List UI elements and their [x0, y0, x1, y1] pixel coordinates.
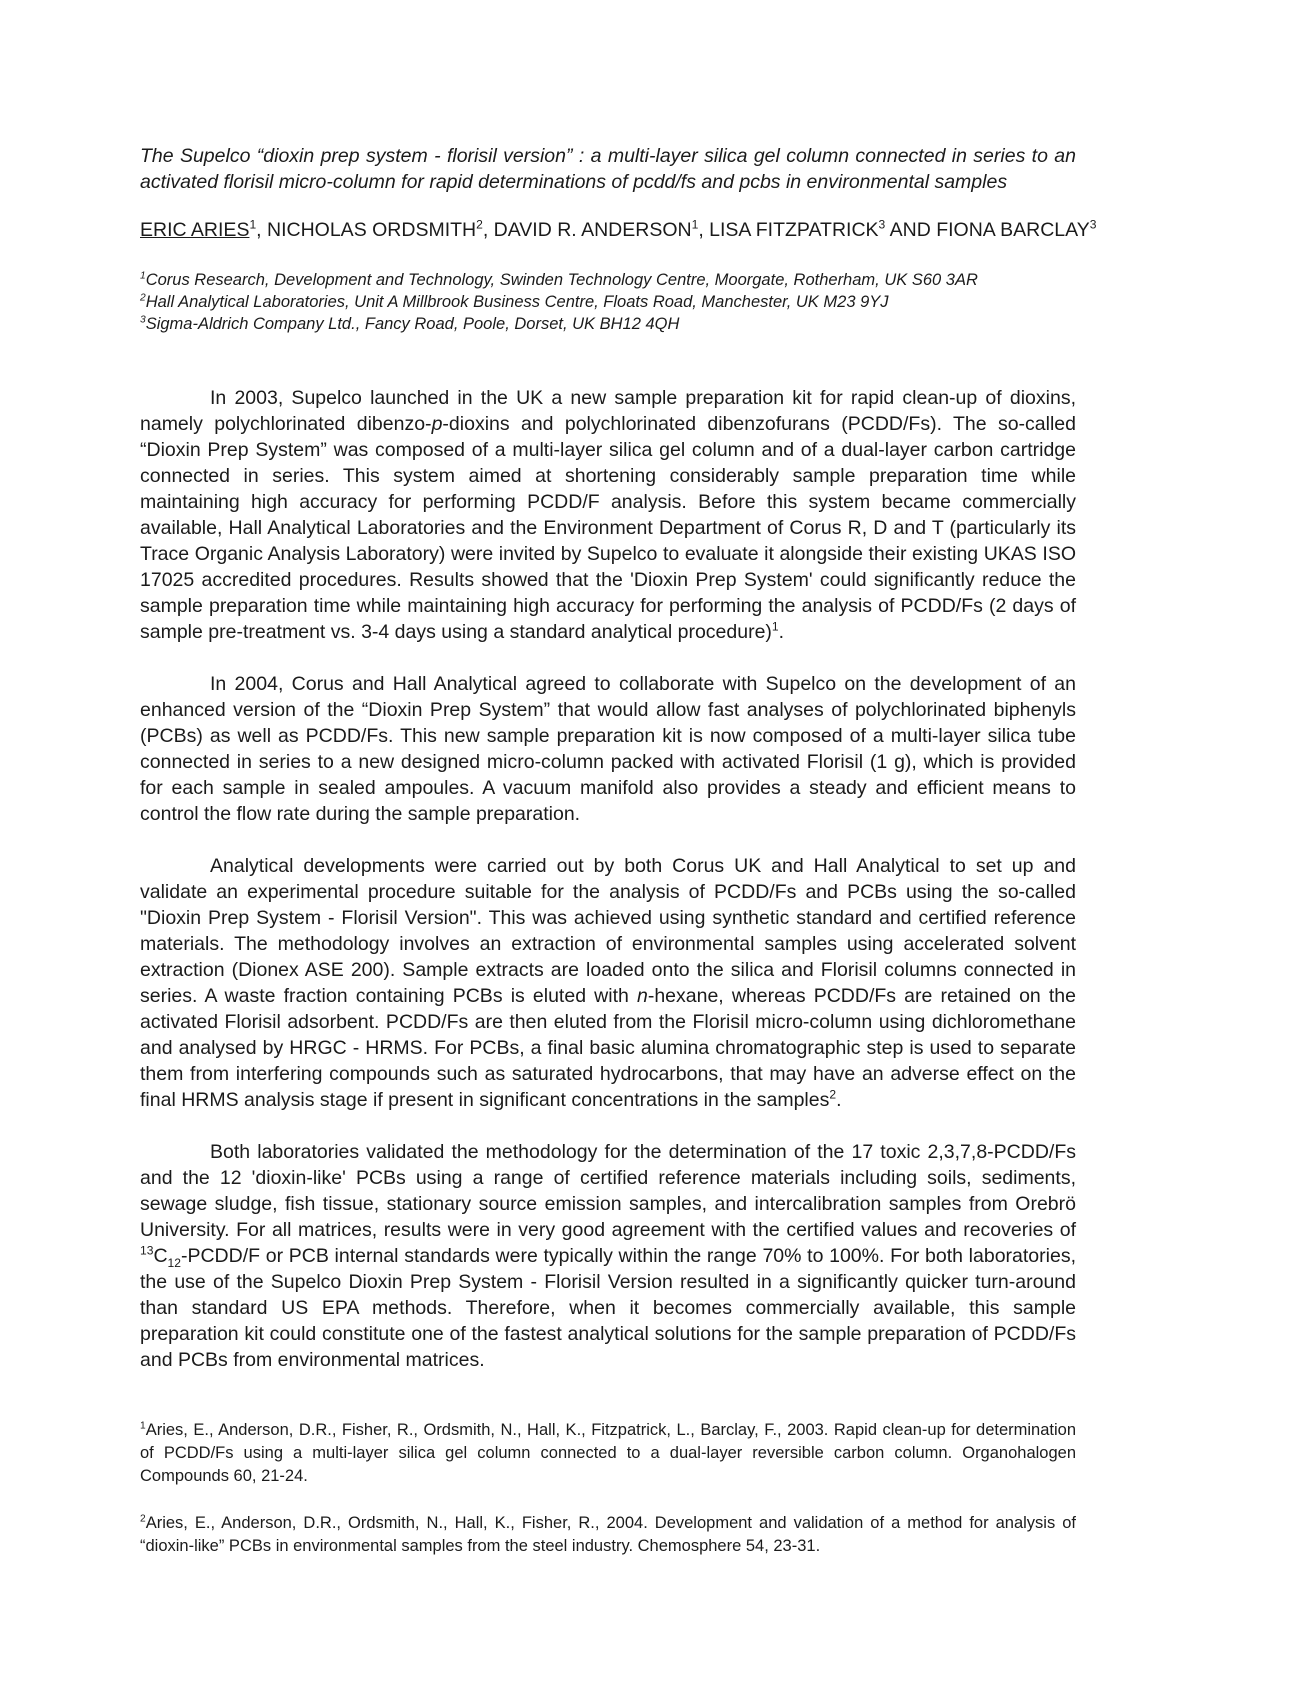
footnote-2: $^2$Aries, E., Anderson, D.R., Ordsmith, N., Hall, K., Fisher, R., 2004. Development and validation of a method for analysis of “dioxin-like” PCBs in environmental samples from the steel industry. Chemosphere 54, 23-31. [140, 1513, 1076, 1555]
paragraph-3: Analytical developments were carried out by both Corus UK and Hall Analytical to set up and validate an experimental procedure suitable for the analysis of PCDD/Fs and PCBs using the so-called "Dioxin Prep System - Florisil Version". This was achieved using synthetic standard and certified reference materials. The methodology involves an extraction of environmental samples using accelerated solvent extraction (Dionex ASE 200). Sample extracts are loaded onto the silica and Florisil columns connected in series. A waste fraction containing PCBs is eluted with n-hexane, whereas PCDD/Fs are retained on the activated Florisil adsorbent. PCDD/Fs are then eluted from the Florisil micro-column using dichloromethane and analysed by HRGC - HRMS. For PCBs, a final basic alumina chromatographic step is used to separate them from interfering compounds such as saturated hydrocarbons, that may have an adverse effect on the final HRMS analysis stage if present in significant concentrations in the samples$^2$. [140, 855, 1076, 1111]
authors-line: ERIC ARIES$^1$, NICHOLAS ORDSMITH$^2$, DAVID R. ANDERSON$^1$, LISA FITZPATRICK$^3$ AND FIONA BARCLAY$^3$ [140, 217, 1097, 241]
page-content [140, 143, 1097, 1582]
affiliation-list [140, 269, 1076, 335]
paragraph-4: Both laboratories validated the methodology for the determination of the 17 toxic 2,3,7,8-PCDD/Fs and the 12 'dioxin-like' PCBs using a range of certified reference materials including soils, sediments, sewage sludge, fish tissue, stationary source emission samples, and intercalibration samples from Orebrö University. For all matrices, results were in very good agreement with the certified values and recoveries of $^{13}C_{12}-PCDD/F$ or PCB internal standards were typically within the range 70% to 100%. For both laboratories, the use of the Supelco Dioxin Prep System - Florisil Version resulted in a significantly quicker turn-around than standard US EPA methods. Therefore, when it becomes commercially available, this sample preparation kit could constitute one of the fastest analytical solutions for the sample preparation of PCDD/Fs and PCBs from environmental matrices. [140, 1141, 1076, 1371]
affiliation-2: $^2$Hall Analytical Laboratories, Unit A Millbrook Business Centre, Floats Road, Manchester, UK M23 9YJ [140, 292, 889, 311]
paragraph-2: In 2004, Corus and Hall Analytical agreed to collaborate with Supelco on the development of an enhanced version of the “Dioxin Prep System” that would allow fast analyses of polychlorinated biphenyls (PCBs) as well as PCDD/Fs. This new sample preparation kit is now composed of a multi-layer silica tube connected in series to a new designed micro-column packed with activated Florisil (1 g), which is provided for each sample in sealed ampoules. A vacuum manifold also provides a steady and efficient means to control the flow rate during the sample preparation. [140, 673, 1076, 825]
affiliation-3: $^3$Sigma-Aldrich Company Ltd., Fancy Road, Poole, Dorset, UK BH12 4QH [140, 314, 680, 333]
affiliation-1: $^1$Corus Research, Development and Technology, Swinden Technology Centre, Moorgate, Rotherham, UK S60 3AR [140, 270, 978, 289]
paragraph-1: In 2003, Supelco launched in the UK a new sample preparation kit for rapid clean-up of dioxins, namely polychlorinated dibenzo-p-dioxins and polychlorinated dibenzofurans (PCDD/Fs). The so-called “Dioxin Prep System” was composed of a multi-layer silica gel column and of a dual-layer carbon cartridge connected in series. This system aimed at shortening considerably sample preparation time while maintaining high accuracy for performing PCDD/F analysis. Before this system became commercially available, Hall Analytical Laboratories and the Environment Department of Corus R, D and T (particularly its Trace Organic Analysis Laboratory) were invited by Supelco to evaluate it alongside their existing UKAS ISO 17025 accredited procedures. Results showed that the 'Dioxin Prep System' could significantly reduce the sample preparation time while maintaining high accuracy for performing the analysis of PCDD/Fs (2 days of sample pre-treatment vs. 3-4 days using a standard analytical procedure)$^1$. [140, 387, 1077, 643]
abstract-body [140, 385, 1076, 1373]
footnote-1: $^1$Aries, E., Anderson, D.R., Fisher, R., Ordsmith, N., Hall, K., Fitzpatrick, L., Barclay, F., 2003. Rapid clean-up for determination of PCDD/Fs using a multi-layer silica gel column connected to a dual-layer reversible carbon column. Organohalogen Compounds 60, 21-24. [140, 1420, 1076, 1485]
footnote-list [140, 1419, 1076, 1558]
paper-title: The Supelco “dioxin prep system - florisil version” : a multi-layer silica gel column connected in series to an activated florisil micro-column for rapid determinations of pcdd/fs and pcbs in environmental samples [140, 145, 1076, 193]
